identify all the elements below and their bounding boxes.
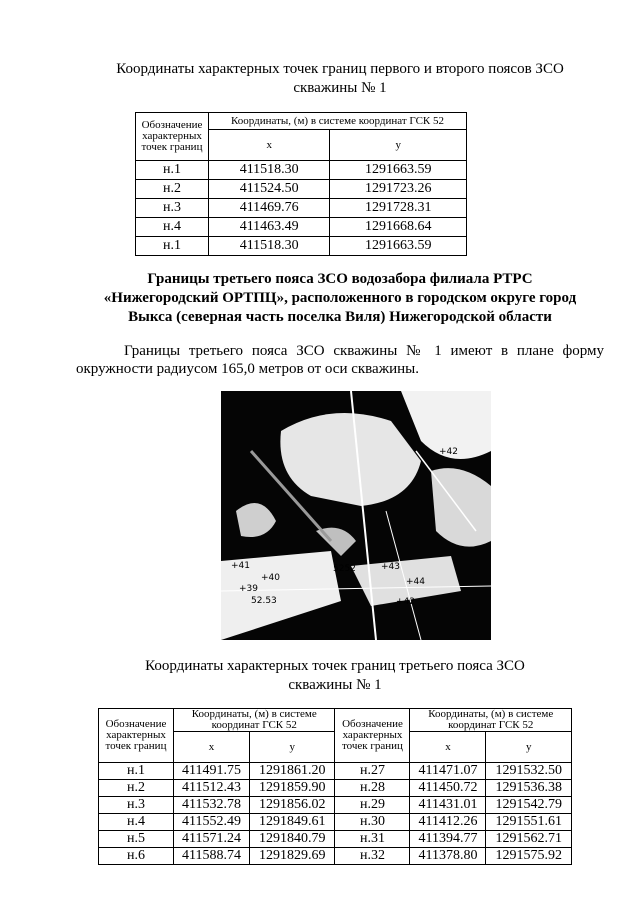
- cell-point: н.3: [99, 797, 174, 814]
- cell-y: 1291723.26: [330, 180, 467, 199]
- zone3-title-line2: «Нижегородский ОРТПЦ», расположенного в городском округе город: [103, 290, 577, 306]
- cell-x: 411518.30: [209, 161, 330, 180]
- cell-y: 1291668.64: [330, 218, 467, 237]
- map-label: +39: [239, 584, 258, 594]
- cell-point: н.32: [335, 848, 410, 865]
- cell-y: 1291663.59: [330, 161, 467, 180]
- map-label: +44: [406, 577, 425, 587]
- header-x-right: x: [410, 732, 486, 763]
- cell-x: 411471.07: [410, 763, 486, 780]
- cell-point: н.28: [335, 780, 410, 797]
- coords-table-zone-3: [98, 708, 572, 865]
- map-label: +42: [396, 597, 415, 607]
- table-row: [99, 814, 572, 831]
- cell-y: 1291542.79: [486, 797, 572, 814]
- cell-point: н.30: [335, 814, 410, 831]
- cell-y: 1291849.61: [249, 814, 335, 831]
- header-point: Обозначение характерных точек границ: [136, 113, 209, 161]
- cell-y: 1291859.90: [249, 780, 335, 797]
- cell-x: 411571.24: [174, 831, 250, 848]
- map-label: +43: [381, 562, 400, 572]
- table-row: [99, 848, 572, 865]
- table-row: [136, 180, 467, 199]
- cell-point: н.2: [99, 780, 174, 797]
- header-y: y: [330, 130, 467, 161]
- map-label: +41: [231, 561, 250, 571]
- table-row: [136, 218, 467, 237]
- table1-caption-line2: скважины № 1: [293, 80, 387, 96]
- cell-point: н.4: [99, 814, 174, 831]
- cell-point: н.5: [99, 831, 174, 848]
- cell-y: 1291840.79: [249, 831, 335, 848]
- header-coords: Координаты, (м) в системе координат ГСК 52: [209, 113, 467, 130]
- cell-x: 411394.77: [410, 831, 486, 848]
- cell-y: 1291856.02: [249, 797, 335, 814]
- cell-point: н.1: [136, 237, 209, 256]
- cell-point: н.2: [136, 180, 209, 199]
- table1-caption-line1: Координаты характерных точек границ первого и второго поясов ЗСО: [116, 61, 564, 77]
- header-x-left: x: [174, 732, 250, 763]
- coords-table-zones-1-2: [135, 112, 467, 256]
- cell-point: н.27: [335, 763, 410, 780]
- cell-point: н.6: [99, 848, 174, 865]
- cell-x: 411552.49: [174, 814, 250, 831]
- table1-caption: [90, 60, 590, 98]
- cell-x: 411524.50: [209, 180, 330, 199]
- cell-x: 411431.01: [410, 797, 486, 814]
- map-label: +42: [439, 447, 458, 457]
- header-y-left: y: [249, 732, 335, 763]
- cell-y: 1291861.20: [249, 763, 335, 780]
- table-row: [136, 199, 467, 218]
- cell-y: 1291551.61: [486, 814, 572, 831]
- cell-y: 1291562.71: [486, 831, 572, 848]
- cell-y: 1291536.38: [486, 780, 572, 797]
- cell-x: 411491.75: [174, 763, 250, 780]
- cell-point: н.31: [335, 831, 410, 848]
- map-label: +40: [261, 573, 280, 583]
- cell-y: 1291829.69: [249, 848, 335, 865]
- table-row: [99, 831, 572, 848]
- cell-point: н.1: [136, 161, 209, 180]
- table-row: [99, 763, 572, 780]
- site-map-image: [221, 391, 491, 640]
- zone3-title-line3: Выкса (северная часть поселка Виля) Нижегородской области: [128, 309, 552, 325]
- zone3-title: [70, 270, 610, 327]
- cell-x: 411450.72: [410, 780, 486, 797]
- cell-x: 411518.30: [209, 237, 330, 256]
- table-row: [136, 161, 467, 180]
- table-row: [136, 237, 467, 256]
- cell-x: 411469.76: [209, 199, 330, 218]
- table-row: [99, 780, 572, 797]
- header-coords-left: Координаты, (м) в системе координат ГСК 52: [174, 709, 335, 732]
- table2-caption-line2: скважины № 1: [288, 677, 382, 693]
- header-y-right: y: [486, 732, 572, 763]
- header-point-right: Обозначение характерных точек границ: [335, 709, 410, 763]
- zone3-paragraph: [76, 342, 604, 378]
- cell-y: 1291728.31: [330, 199, 467, 218]
- cell-y: 1291532.50: [486, 763, 572, 780]
- cell-point: н.1: [99, 763, 174, 780]
- map-label: 5252: [333, 564, 356, 574]
- cell-x: 411378.80: [410, 848, 486, 865]
- cell-y: 1291575.92: [486, 848, 572, 865]
- table-row: [99, 797, 572, 814]
- map-label: 52.53: [251, 596, 277, 606]
- header-point-left: Обозначение характерных точек границ: [99, 709, 174, 763]
- cell-point: н.3: [136, 199, 209, 218]
- cell-x: 411512.43: [174, 780, 250, 797]
- cell-x: 411412.26: [410, 814, 486, 831]
- table2-caption-line1: Координаты характерных точек границ третьего пояса ЗСО: [145, 658, 525, 674]
- zone3-title-line1: Границы третьего пояса ЗСО водозабора филиала РТРС: [147, 271, 533, 287]
- cell-x: 411532.78: [174, 797, 250, 814]
- cell-point: н.4: [136, 218, 209, 237]
- cell-x: 411463.49: [209, 218, 330, 237]
- header-coords-right: Координаты, (м) в системе координат ГСК 52: [410, 709, 572, 732]
- cell-y: 1291663.59: [330, 237, 467, 256]
- zone3-paragraph-text: Границы третьего пояса ЗСО скважины № 1 имеют в плане форму окружности радиусом 165,0 метров от оси скважины.: [76, 343, 604, 377]
- cell-x: 411588.74: [174, 848, 250, 865]
- map-graphic: [221, 391, 491, 640]
- cell-point: н.29: [335, 797, 410, 814]
- table2-caption: [110, 657, 560, 695]
- header-x: x: [209, 130, 330, 161]
